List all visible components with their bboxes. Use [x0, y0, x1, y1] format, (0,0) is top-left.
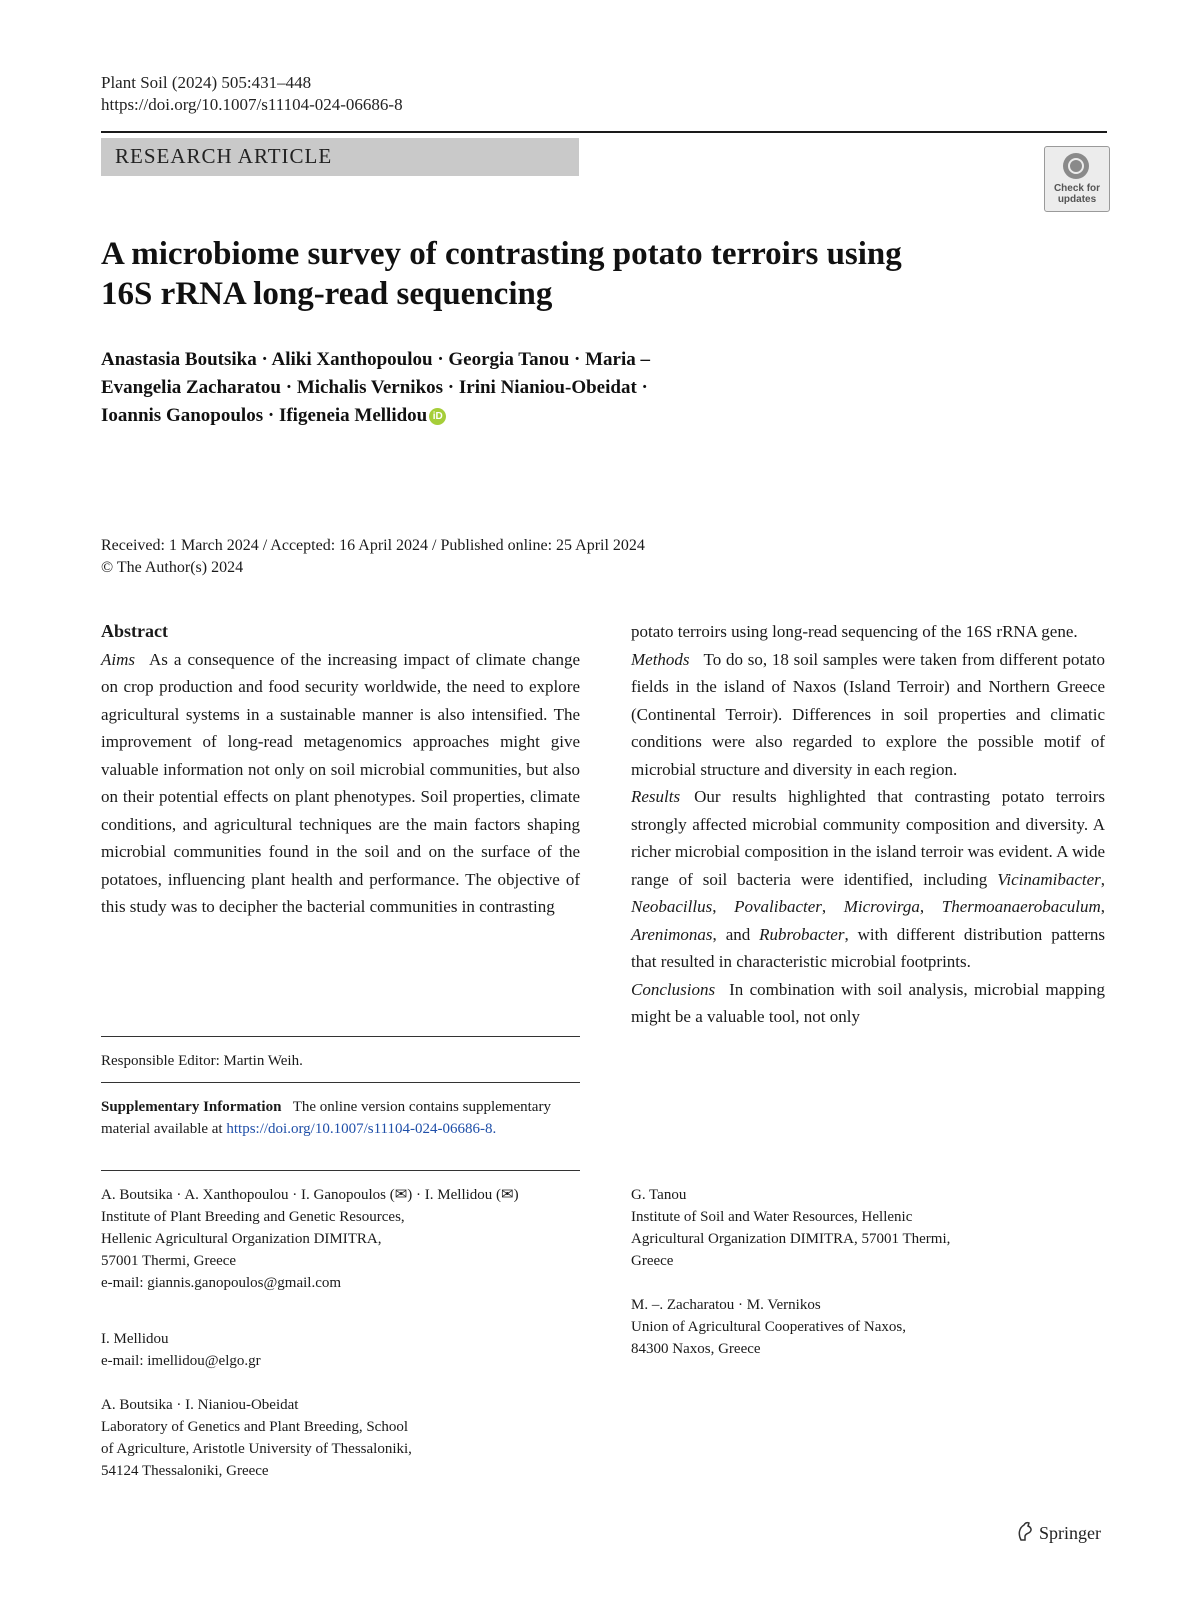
taxon: Vicinamibacter [997, 869, 1101, 889]
affiliation-org: 57001 Thermi, Greece [101, 1253, 237, 1269]
journal-doi[interactable]: https://doi.org/10.1007/s11104-024-06686-8 [101, 95, 403, 114]
affiliation-names: A. Boutsika · A. Xanthopoulou · I. Ganopoulos (✉) · I. Mellidou (✉) [101, 1187, 519, 1203]
affiliation-block [101, 1394, 580, 1482]
abstract-methods [631, 646, 1105, 784]
results-label: Results [631, 787, 681, 806]
abstract-left-column [101, 618, 580, 921]
affiliation-org: 54124 Thessaloniki, Greece [101, 1463, 269, 1479]
results-text: Our results highlighted that contrasting potato terroirs strongly affected microbial community composition and diversity. A richer microbial composition in the island terroir was evident. A wide range of soil bacteria were identified, including [631, 787, 1105, 889]
affiliation-block [631, 1184, 1105, 1272]
article-type: RESEARCH ARTICLE [115, 144, 333, 168]
abstract-right-column [631, 618, 1105, 1031]
footnote-rule [101, 1082, 580, 1083]
taxon: Neobacillus [631, 897, 713, 916]
affiliation-block [101, 1184, 580, 1294]
copyright-line: © The Author(s) 2024 [101, 559, 244, 576]
aims-text: As a consequence of the increasing impact of climate change on crop production and food security worldwide, the need to explore agricultural systems in a sustainable manner is also intensified. The improvement of long-read metagenomics approaches might give valuable information not only on soil microbial communities, but also on their potential effects on plant phenotypes. Soil properties, climate conditions, and agricultural techniques are the main factors shaping microbial communities found in the soil and on the surface of the potatoes, influencing plant health and performance. The objective of this study was to decipher the bacterial communities in contrasting [101, 649, 580, 916]
publisher-name: Springer [1039, 1523, 1101, 1543]
check-for-updates-badge[interactable] [1044, 146, 1110, 212]
supplementary-info [101, 1096, 580, 1140]
check-updates-ring [1068, 158, 1084, 174]
article-title [101, 234, 1001, 314]
supp-text: The online version contains supplementary material available at [101, 1099, 551, 1137]
affiliation-names: A. Boutsika · I. Nianiou-Obeidat [101, 1397, 299, 1413]
affiliation-block [101, 1328, 580, 1372]
title-line-1: A microbiome survey of contrasting potato terroirs using [101, 236, 902, 272]
abstract-aims [101, 646, 580, 921]
affiliation-block [631, 1294, 1105, 1360]
affiliation-email[interactable]: e-mail: imellidou@elgo.gr [101, 1353, 261, 1369]
footnote-rule [101, 1036, 580, 1037]
affiliation-org: 84300 Naxos, Greece [631, 1341, 761, 1357]
affiliation-org: Hellenic Agricultural Organization DIMITRA, [101, 1231, 382, 1247]
authors-line-2: Evangelia Zacharatou · Michalis Vernikos · Irini Nianiou-Obeidat · [101, 377, 648, 398]
abstract-results: Results Our results highlighted that contrasting potato terroirs strongly affected microbial community composition and diversity. A richer microbial composition in the island terroir was evident. A wide range of soil bacteria were identified, including Vicinamibacter, Neobacillus, Povalibacter, Microvirga, Thermoanaerobaculum, Arenimonas, and Rubrobacter, with different distribution patterns that resulted in characteristic microbial footprints. [631, 787, 1106, 971]
taxon: Microvirga [843, 897, 920, 916]
affiliation-names: I. Mellidou [101, 1331, 169, 1347]
check-updates-line2: updates [1057, 194, 1097, 205]
affiliation-org: Institute of Plant Breeding and Genetic Resources, [101, 1209, 405, 1225]
springer-horse-icon [1015, 1520, 1035, 1542]
affiliation-org: Union of Agricultural Cooperatives of Naxos, [631, 1319, 906, 1335]
orcid-icon[interactable]: iD [429, 408, 446, 425]
taxon: Thermoanaerobaculum [941, 897, 1101, 916]
publication-dates [101, 535, 645, 579]
authors-line-3-text: Ioannis Ganopoulos · Ifigeneia Mellidou [101, 405, 428, 426]
header-rule [101, 131, 1107, 133]
affiliation-org: Laboratory of Genetics and Plant Breeding, School [101, 1419, 409, 1435]
affiliation-names: M. –. Zacharatou · M. Vernikos [631, 1297, 821, 1313]
methods-text: To do so, 18 soil samples were taken from different potato fields in the island of Naxos (Island Terroir) and Northern Greece (Continental Terroir). Differences in soil properties and climatic conditions were also regarded to explore the possible motif of microbial structure and diversity in each region. [631, 649, 1105, 779]
affiliation-org: Agricultural Organization DIMITRA, 57001 Thermi, [631, 1231, 951, 1247]
methods-label: Methods [631, 649, 690, 669]
abstract-heading: Abstract [101, 621, 168, 641]
footnote-rule [101, 1170, 580, 1171]
taxon: Povalibacter [734, 897, 822, 916]
conclusions-label: Conclusions [631, 979, 716, 999]
results-tail: with different distribution patterns that resulted in characteristic microbial footprints. [631, 924, 1106, 971]
springer-logo [1015, 1520, 1101, 1544]
affiliation-email[interactable]: e-mail: giannis.ganopoulos@gmail.com [101, 1275, 342, 1291]
aims-continuation: potato terroirs using long-read sequencing of the 16S rRNA gene. [631, 622, 1078, 641]
abstract-conclusions [631, 976, 1105, 1031]
conclusions-text: In combination with soil analysis, microbial mapping might be a valuable tool, not only [631, 979, 1105, 1026]
journal-header [101, 72, 403, 116]
authors-line-3 [101, 402, 741, 430]
affiliation-names: G. Tanou [631, 1187, 687, 1203]
check-updates-line1: Check for [1053, 183, 1101, 194]
journal-citation: Plant Soil (2024) 505:431–448 [101, 73, 312, 92]
aims-label: Aims [101, 649, 135, 669]
title-line-2: 16S rRNA long-read sequencing [101, 276, 553, 312]
responsible-editor: Responsible Editor: Martin Weih. [101, 1053, 303, 1069]
affiliation-org: Greece [631, 1253, 674, 1269]
supp-link[interactable]: https://doi.org/10.1007/s11104-024-06686-8. [226, 1121, 497, 1137]
dates-line: Received: 1 March 2024 / Accepted: 16 April 2024 / Published online: 25 April 2024 [101, 537, 645, 554]
author-list [101, 346, 741, 430]
supp-label: Supplementary Information [101, 1099, 282, 1115]
authors-line-1: Anastasia Boutsika · Aliki Xanthopoulou · Georgia Tanou · Maria – [101, 349, 651, 370]
affiliation-org: of Agriculture, Aristotle University of Thessaloniki, [101, 1441, 412, 1457]
taxon: Arenimonas [631, 924, 713, 944]
taxon: Rubrobacter [759, 924, 845, 944]
affiliation-org: Institute of Soil and Water Resources, Hellenic [631, 1209, 913, 1225]
article-type-band [101, 138, 579, 176]
